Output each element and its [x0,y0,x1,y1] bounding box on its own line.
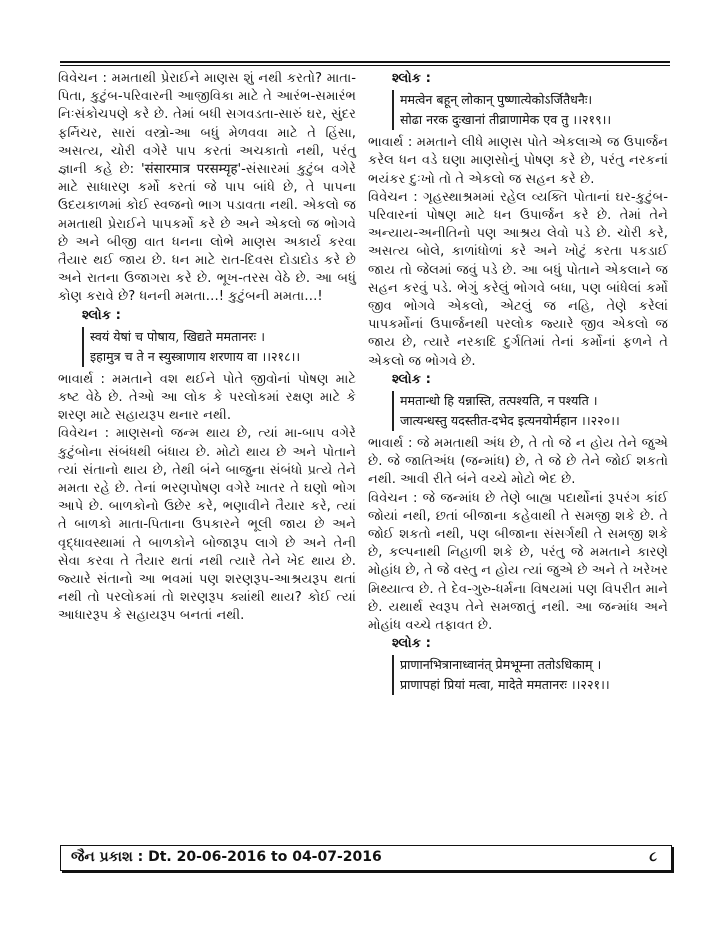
top-rule-thick [60,61,670,63]
top-rule-thin [60,65,670,66]
shlok-label: શ્લોક : [392,371,431,387]
verse-line: ममतान्धो हि यन्नास्ति, तत्पश्यति, न पश्यति । [400,393,598,409]
verse-line: ममत्वेन बहून् लोकान् पुष्णात्येकोऽर्जितैधनैः। [400,92,593,108]
verse-line: प्राणापहां प्रियां मत्वा, मादेते ममतानरः ।।२२१।। [400,677,610,693]
meaning-paragraph: ભાવાર્થ : મમતાને લીધે માણસ પોતે એકલાએ જ ઉપાર્જન કરેલ ધન વડે ઘણા માણસોનું પોષણ કરે છે, પરંતુ નરકનાં ભયંકર દુઃખો તો તે એકલો જ સહન કરે છે. [368,135,668,187]
meaning-paragraph: ભાવાર્થ : મમતાને વશ થઈને પોતે જીવોનાં પોષણ માટે કષ્ટ વેઠે છે. તેઓ આ લોક કે પરલોકમાં રક્ષણ માટે કે શરણ માટે સહાયરૂપ થનાર નથી. [58,371,356,424]
commentary-paragraph-2: વિવેચન : માણસનો જન્મ થાય છે, ત્યાં મા-બાપ વગેરે કુટુંબોના સંબંધથી બંધાય છે. મોટો થાય છે અને પોતાને ત્યાં સંતાનો થાય છે, તેથી બંને બાજુના સંબંધો પ્રત્યે તેને મમતા રહે છે. તેનાં ભરણપોષણ વગેરે ખાતર તે ઘણો ભોગ આપે છે. બાળકોનો ઉછેર કરે, ભણાવીને તૈયાર કરે, ત્યાં તે બાળકો માતા-પિતાના ઉપકારને ભૂલી જાય છે અને વૃદ્ધાવસ્થામાં તે બાળકોને બોજારૂપ લાગે છે અને તેની સેવા કરવા તે તૈયાર થતાં નથી ત્યારે તેને ખેદ થાય છે. જ્યારે સંતાનો આ ભવમાં પણ શરણરૂપ-આશ્રયરૂપ થતાં નથી તો પરલોકમાં તો શરણરૂપ ક્યાંથી થાય? કોઈ ત્યાં આધારરૂપ કે સહાયરૂપ બનતાં નથી. [58,426,356,624]
verse-line: स्वयं येषां च पोषाय, खिद्यते ममतानरः । [90,328,265,344]
shlok-label: શ્લોક : [392,71,431,86]
meaning-paragraph: ભાવાર્થ : જે મમતાથી અંધ છે, તે તો જે ન હોય તેને જુએ છે. જે જાતિઅંધ (જન્માંધ) છે, તે જે છે તેને જોઈ શકતો નથી. આવી રીતે બંને વચ્ચે મોટો ભેદ છે. [368,436,668,488]
sanskrit-verse-220 [392,391,668,431]
publication-date-line: જૈન પ્રકાશ : Dt. 20-06-2016 to 04-07-2016 [71,849,382,865]
commentary-paragraph: વિવેચન : જે જન્માંધ છે તેણે બાહ્ય પદાર્થોનાં રૂપરંગ કાંઈ જોયાં નથી, છતાં બીજાના કહેવાથી તે સમજી શકે છે. તે જોઈ શકતો નથી, પણ બીજાના સંસર્ગથી તે સમજી શકે છે, કલ્પનાથી નિહાળી શકે છે, પરંતુ જે મમતાને કારણે મોહાંધ છે, તે જે વસ્તુ ન હોય ત્યાં જુએ છે અને તે ખરેખર મિથ્યાત્વ છે. તે દેવ-ગુરુ-ધર્મના વિષયમાં પણ વિપરીત માને છે. યથાર્થ સ્વરૂપ તેને સમજાતું નથી. આ જન્માંધ અને મોહાંધ વચ્ચે તફાવત છે. [368,490,668,634]
page-number: ૮ [649,849,657,865]
sanskrit-verse-221 [392,655,668,695]
right-column [368,70,668,699]
shlok-label: શ્લોક : [82,307,121,323]
footer-bar [60,845,672,871]
commentary-paragraph-1: વિવેચન : મમતાથી પ્રેરાઈને માણસ શું નથી કરતો? માતા-પિતા, કુટુંબ-પરિવારની આજીવિકા માટે તે આરંભ-સમારંભ નિઃસંકોચપણે કરે છે. તેમાં બધી સગવડતા-સારું ઘર, સુંદર ફર્નિચર, સારાં વસ્ત્રો-આ બધું મેળવવા માટે તે હિંસા, અસત્ય, ચોરી વગેરે પાપ કરતાં અચકાતો નથી, પરંતુ જ્ઞાની કહે છે: 'संसारमात्र परसम्यृह'-સંસારમાં કુટુંબ વગેરે માટે સાધારણ કર્મો કરતાં જે પાપ બાંધે છે, તે પાપના ઉદયકાળમાં કોઈ સ્વજનો ભાગ પડાવતા નથી. એકલો જ મમતાથી પ્રેરાઈને પાપકર્મો કરે છે અને એકલો જ ભોગવે છે અને બીજી વાત ધનના લોભે માણસ અકાર્ય કરવા તૈયાર થઈ જાય છે. ધન માટે રાત-દિવસ દોડાદોડ કરે છે અને રાતના ઉજાગરા કરે છે. ભૂખ-તરસ વેઠે છે. આ બધું કોણ કરાવે છે? ધનની મમતા…! કુટુંબની મમતા…! [58,71,356,305]
verse-line: प्राणानभित्रानाध्वानंत् प्रेमभूम्ना ततोऽधिकाम् । [400,657,602,673]
verse-line: सोढा नरक दुःखानां तीव्राणामेक एव तु ।।२१९।। [400,112,612,128]
shlok-label: શ્લોક : [392,636,431,652]
sanskrit-verse-218 [82,327,356,367]
verse-line: जात्यन्धस्तु यदस्तीत-दभेद इत्यनयोर्महान ।।२२०।। [400,413,620,429]
sanskrit-verse-219 [392,90,668,130]
verse-line: इहामुत्र च ते न स्युस्त्राणाय शरणाय वा ।।२१८।। [90,348,301,364]
commentary-paragraph: વિવેચન : ગૃહસ્થાશ્રમમાં રહેલ વ્યક્તિ પોતાનાં ઘર-કુટુંબ-પરિવારનાં પોષણ માટે ધન ઉપાર્જન કરે છે. તેમાં તેને અન્યાય-અનીતિનો પણ આશ્રય લેવો પડે છે. ચોરી કરે, અસત્ય બોલે, કાળાંધોળાં કરે અને ખોટું કરતા પકડાઈ જાય તો જેલમાં જવું પડે છે. આ બધું પોતાને એકલાને જ સહન કરવું પડે. ભેગું કરેલું ભોગવે બધા, પણ બાંધેલાં કર્મો જીવ ભોગવે એકલો, એટલું જ નહિ, તેણે કરેલાં પાપકર્મોનાં ઉપાર્જનથી પરલોક જ્યારે જીવ એકલો જ જાય છે, ત્યારે નરકાદિ દુર્ગતિમાં તેનાં કર્મોનાં ફળને તે એકલો જ ભોગવે છે. [368,189,668,369]
left-column [58,70,356,626]
